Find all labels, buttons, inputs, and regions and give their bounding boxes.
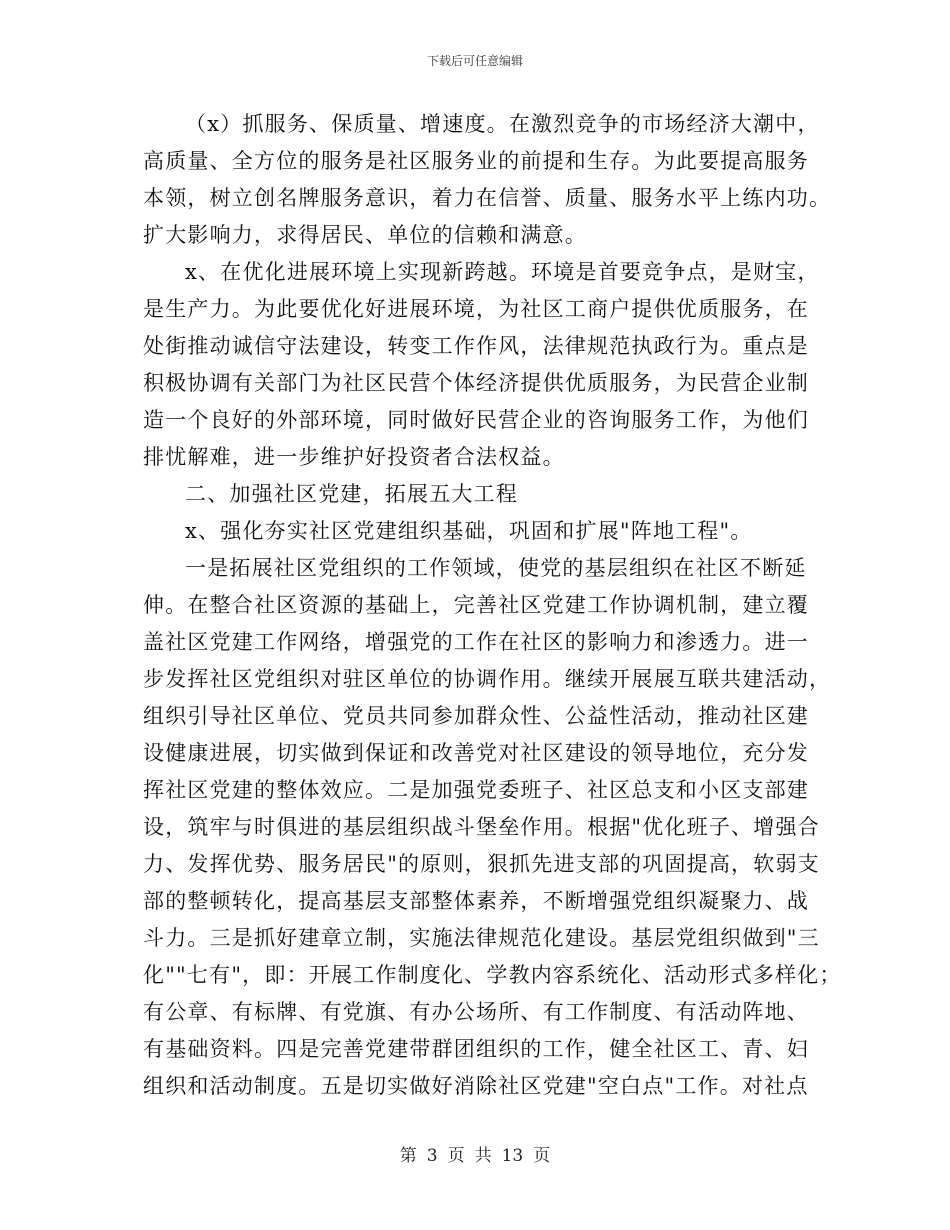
page-header: 下载后可任意编辑 bbox=[426, 54, 523, 68]
page-number-total: 13 bbox=[501, 1146, 524, 1166]
paragraph-line: 力、发挥优势、服务居民"的原则，狠抓先进支部的巩固提高，软弱支 bbox=[143, 852, 820, 876]
subsection-heading: x、强化夯实社区党建组织基础，巩固和扩展"阵地工程"。 bbox=[185, 519, 753, 543]
page-label-total-prefix: 共 bbox=[474, 1146, 492, 1166]
page-footer bbox=[0, 1146, 950, 1166]
paragraph-line: 化""七有"，即：开展工作制度化、学教内容系统化、活动形式多样化； bbox=[143, 963, 842, 987]
document-body bbox=[143, 106, 842, 1105]
paragraph-line: 设健康进展，切实做到保证和改善党对社区建设的领导地位，充分发 bbox=[143, 741, 809, 765]
paragraph-line: 扩大影响力，求得居民、单位的信赖和满意。 bbox=[143, 223, 587, 247]
page-label-suffix: 页 bbox=[533, 1146, 551, 1166]
paragraph-line: （x）抓服务、保质量、增速度。在激烈竞争的市场经济大潮中， bbox=[185, 112, 820, 136]
paragraph-line: 盖社区党建工作网络，增强党的工作在社区的影响力和渗透力。进一 bbox=[143, 630, 809, 654]
paragraph-line: 本领，树立创名牌服务意识，着力在信誉、质量、服务水平上练内功。 bbox=[143, 186, 832, 210]
paragraph-line: 斗力。三是抓好建章立制，实施法律规范化建设。基层党组织做到"三 bbox=[143, 926, 820, 950]
paragraph-line: 高质量、全方位的服务是社区服务业的前提和生存。为此要提高服务 bbox=[143, 149, 809, 173]
page-number-current: 3 bbox=[426, 1146, 438, 1166]
paragraph-line: 有公章、有标牌、有党旗、有办公场所、有工作制度、有活动阵地、 bbox=[143, 1000, 809, 1024]
paragraph-line: 是生产力。为此要优化好进展环境，为社区工商户提供优质服务，在 bbox=[143, 297, 809, 321]
section-heading: 二、加强社区党建，拓展五大工程 bbox=[185, 482, 518, 506]
paragraph-line: 组织和活动制度。五是切实做好消除社区党建"空白点"工作。对社点 bbox=[143, 1074, 809, 1098]
paragraph-line: 设，筑牢与时俱进的基层组织战斗堡垒作用。根据"优化班子、增强合 bbox=[143, 815, 820, 839]
paragraph-line: x、在优化进展环境上实现新跨越。环境是首要竞争点，是财宝， bbox=[185, 260, 820, 284]
paragraph-line: 造一个良好的外部环境，同时做好民营企业的咨询服务工作，为他们 bbox=[143, 408, 809, 432]
paragraph-line: 伸。在整合社区资源的基础上，完善社区党建工作协调机制，建立覆 bbox=[143, 593, 809, 617]
page-label-middle: 页 bbox=[447, 1146, 465, 1166]
paragraph-line: 组织引导社区单位、党员共同参加群众性、公益性活动，推动社区建 bbox=[143, 704, 809, 728]
paragraph-line: 挥社区党建的整体效应。二是加强党委班子、社区总支和小区支部建 bbox=[143, 778, 809, 802]
paragraph-line: 排忧解难，进一步维护好投资者合法权益。 bbox=[143, 445, 565, 469]
paragraph-line: 积极协调有关部门为社区民营个体经济提供优质服务，为民营企业制 bbox=[143, 371, 809, 395]
page-label-prefix: 第 bbox=[399, 1146, 417, 1166]
paragraph-line: 步发挥社区党组织对驻区单位的协调作用。继续开展展互联共建活动， bbox=[143, 667, 832, 691]
paragraph-line: 处街推动诚信守法建设，转变工作作风，法律规范执政行为。重点是 bbox=[143, 334, 809, 358]
paragraph-line: 部的整顿转化，提高基层支部整体素养，不断增强党组织凝聚力、战 bbox=[143, 889, 809, 913]
paragraph-line: 一是拓展社区党组织的工作领域，使党的基层组织在社区不断延 bbox=[185, 556, 807, 580]
paragraph-line: 有基础资料。四是完善党建带群团组织的工作，健全社区工、青、妇 bbox=[143, 1037, 809, 1061]
